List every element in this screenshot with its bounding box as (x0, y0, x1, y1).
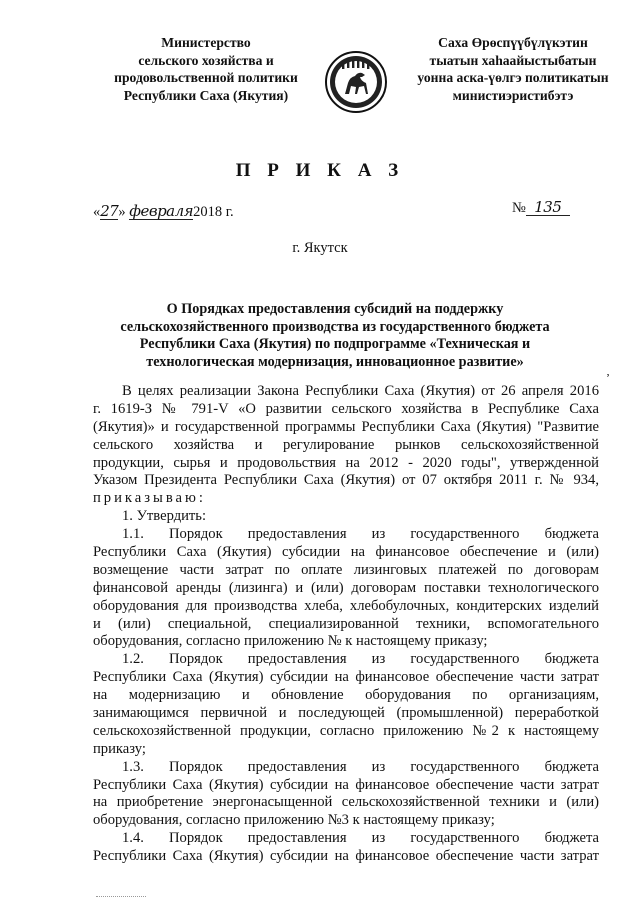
header-left-line: продовольственной политики (114, 70, 298, 85)
date-close-quote: » (118, 204, 126, 220)
number-value: 135 (526, 199, 570, 216)
body-line: на модернизацию и обновление оборудования по организациям, (93, 687, 599, 704)
body-line: финансовой аренды (лизинга) и (или) договорам поставки технологического (93, 579, 599, 596)
margin-mark: ‚ (606, 364, 610, 378)
header-right-line: министиэристибэтэ (452, 87, 574, 103)
body-line: В целях реализации Закона Республики Саха (Якутия) от 26 апреля 2016 (122, 383, 599, 399)
header-left-line: сельского хозяйства и (138, 52, 274, 68)
body-line: 1.4. Порядок предоставления из государственного бюджета (122, 830, 599, 847)
body-line: приказу; (93, 740, 146, 757)
date-year: 2018 г. (193, 204, 234, 220)
body-line: приказываю: (93, 490, 206, 507)
body-line: Указом Президента Республики Саха (Якутия) от 07 октября 2011 г. № 934, (93, 472, 599, 489)
date-day: 27 (100, 202, 119, 220)
body-line: и (или) специальной, специализированной техники, вспомогательного (93, 615, 599, 632)
header-right-line: уонна аска-үөлгэ политикатын (417, 70, 609, 85)
body-line: оборудования, согласно приложению № к настоящему приказу; (93, 633, 488, 650)
subject-line: сельскохозяйственного производства из государственного бюджета (120, 318, 550, 335)
body-line: Республики Саха (Якутия) субсидии на финансовое обеспечение и (или) (93, 544, 599, 561)
body-line: 1.2. Порядок предоставления из государственного бюджета (122, 651, 599, 668)
subject-line: технологическая модернизация, инновационное развитие» (146, 353, 524, 370)
document-title: П Р И К А З (235, 160, 405, 181)
header-right-line: Саха Өрөспүүбүлүкэтин (438, 35, 588, 50)
body-line: 1.1. Порядок предоставления из государственного бюджета (122, 526, 599, 543)
body-line: сельского хозяйства и регулирование рынков сельскохозяйственной (93, 436, 599, 453)
body-line: оборудования, согласно приложению №3 к настоящему приказу; (93, 812, 495, 829)
body-line: занимающимся первичной и последующей (промышленной) переработкой (93, 705, 599, 722)
body-line: продукции, сырья и продовольствия на 2012 - 2020 годы", утвержденной (93, 454, 599, 471)
body-line: Республики Саха (Якутия) субсидии на финансовое обеспечение части затрат (93, 669, 599, 686)
order-subject (110, 301, 560, 371)
body-line: оборудования для производства хлеба, хлебобулочных, кондитерских изделий (93, 597, 599, 614)
body-line: на приобретение энергонасыщенной сельскохозяйственной техники и (или) (93, 794, 599, 811)
date-month: февраля (129, 202, 194, 220)
header-left-line: Республики Саха (Якутия) (123, 87, 289, 103)
subject-line: О Порядках предоставления субсидий на поддержку (166, 301, 504, 317)
body-line: Республики Саха (Якутия) субсидии на финансовое обеспечение части затрат (93, 848, 599, 865)
yakutia-coat-of-arms-icon (324, 50, 388, 114)
header-right-line: тыатын хаһаайыстыбатын (429, 52, 597, 68)
body-line: 1.3. Порядок предоставления из государственного бюджета (122, 758, 599, 775)
body-line: возмещение части затрат по оплате лизинговых платежей по договорам (93, 561, 599, 578)
city-line: г. Якутск (292, 240, 348, 256)
subject-line: Республики Саха (Якутия) по подпрограмме «Техническая и (139, 336, 531, 353)
body-line: 1. Утвердить: (122, 508, 207, 525)
number-label: № (512, 200, 526, 216)
order-body (93, 383, 599, 866)
ministry-name-yakut (393, 34, 633, 104)
date-open-quote: « (93, 204, 101, 220)
body-line: сельскохозяйственной продукции, согласно приложению №2 к настоящему (93, 722, 599, 739)
body-line: Республики Саха (Якутия) субсидии на финансовое обеспечение части затрат (93, 776, 599, 793)
body-line: (Якутия)» и государственной программы Республики Саха (Якутия) "Развитие (93, 418, 599, 435)
ministry-name-russian (92, 34, 320, 104)
body-line: г. 1619-З № 791-V «О развитии сельского хозяйства в Республике Саха (93, 400, 599, 417)
header-left-line: Министерство (161, 35, 251, 50)
order-date (93, 203, 234, 221)
order-number (512, 199, 570, 217)
page-footer-rule (96, 896, 146, 897)
